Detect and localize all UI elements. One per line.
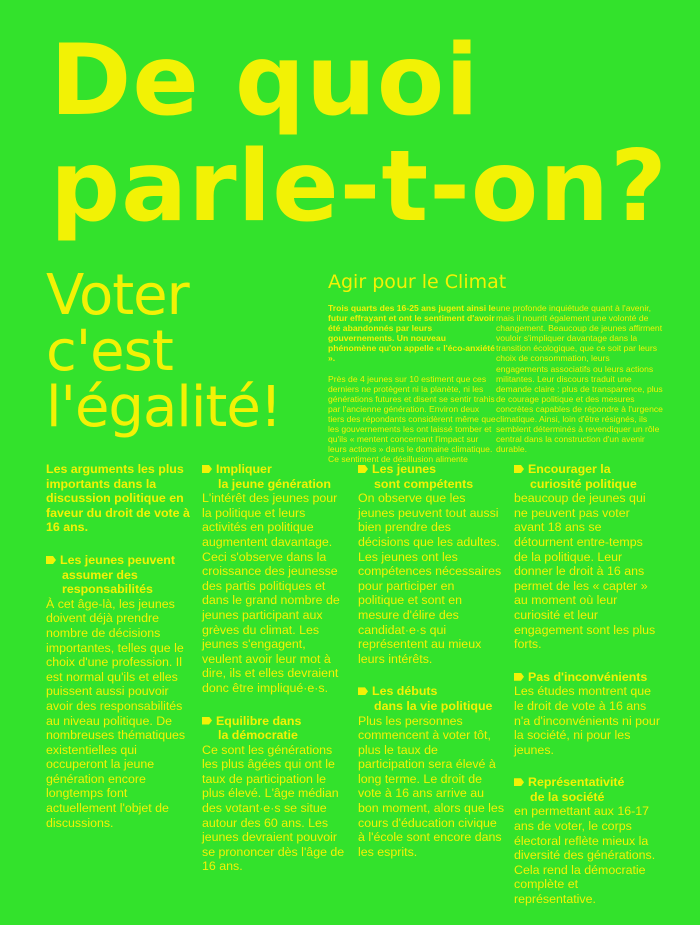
argument-text: On observe que les jeunes peuvent tout aussi bien prendre des décisions que les adultes. Les jeunes ont les compétences nécessaires pour participer en politique et sont en mesure d'élire des candidat·e·s qui représentent au mieux leurs intérêts. <box>358 491 502 666</box>
heading-line: de la société <box>530 789 605 804</box>
argument-heading <box>202 462 348 491</box>
argument-text: Plus les personnes commencent à voter tôt, plus le taux de participation sera élevé à long terme. Le droit de vote à 16 ans arrive au bon moment, alors que les cours d'éducation civique à l'école sont encore dans les esprits. <box>358 713 505 859</box>
flag-icon <box>514 778 524 786</box>
argument-column-4 <box>514 462 660 925</box>
heading-line: Les jeunes <box>372 462 437 476</box>
heading-line: Equilibre dans <box>216 713 302 728</box>
flag-icon <box>202 465 212 473</box>
argument-text: beaucoup de jeunes qui ne peuvent pas voter avant 18 ans se détournent entre-temps de la politique. Leur donner le droit à 16 ans permet de les « capter » au moment où leur curiosité et leur engagement sont les plus forts. <box>514 491 656 652</box>
heading-line: Les jeunes peuvent <box>60 552 175 567</box>
flag-icon <box>202 717 212 725</box>
heading-line: Pas d'inconvénients <box>528 669 648 684</box>
argument-column-3 <box>358 462 504 877</box>
flag-icon <box>46 556 56 564</box>
heading-line: la jeune génération <box>218 476 331 491</box>
argument-text: Les études montrent que le droit de vote à 16 ans n'a d'inconvénients ni pour la société, ni pour les jeunes. <box>514 684 660 757</box>
heading-line: la démocratie <box>218 728 298 743</box>
climate-body-left: Près de 4 jeunes sur 10 estiment que ces derniers ne protègent ni la planète, ni les générations futures et disent se sentir trahis par l'ancienne génération. Environ deux tiers des répondants considèrent même que les gouvernements les ont laissé tomber et qu'ils « mentent concernant l'impact sur leurs actions » dans le domaine climatique. Ce sentiment de désillusion alimente <box>328 373 496 465</box>
flag-icon <box>514 673 524 681</box>
heading-line: Impliquer <box>216 462 272 476</box>
heading-line: dans la vie politique <box>374 698 493 713</box>
argument-heading <box>358 462 504 491</box>
climate-column-left <box>328 303 496 474</box>
argument-heading <box>514 462 660 491</box>
argument-heading <box>358 684 504 713</box>
heading-line: curiosité politique <box>530 476 637 491</box>
page-subtitle: Voter c'est l'égalité! <box>46 263 282 440</box>
flag-icon <box>358 687 368 695</box>
heading-line: Les débuts <box>372 684 438 699</box>
argument-heading <box>202 714 348 743</box>
flag-icon <box>358 465 368 473</box>
heading-line: assumer des responsabilités <box>62 567 153 597</box>
argument-text: en permettant aux 16-17 ans de voter, le corps électoral reflète mieux la diversité des générations. Cela rend la démocratie complète et représentative. <box>514 804 656 907</box>
climate-heading: Agir pour le Climat <box>328 271 507 293</box>
heading-line: sont compétents <box>374 476 474 491</box>
argument-column-2 <box>202 462 348 892</box>
argument-text: À cet âge-là, les jeunes doivent déjà prendre nombre de décisions importantes, telles que le choix d'une profession. Il est normal qu'ils et elles puissent aussi pouvoir avoir des responsabilités au niveau politique. De nombreuses thématiques existentielles qui occuperont la jeune génération encore longtemps font actuellement l'objet de discussions. <box>46 596 186 830</box>
argument-text: L'intérêt des jeunes pour la politique et leurs activités en politique augmentent davantage. Ceci s'observe dans la croissance des jeunesse des partis politiques et dans le grand nombre de jeunes participant aux grèves du climat. Les jeunes s'engagent, veulent avoir leur mot à dire, ils et elles devraient donc être impliqué·e·s. <box>202 491 340 695</box>
heading-line: Représentativité <box>528 775 625 790</box>
argument-heading <box>514 670 660 685</box>
climate-column-right <box>496 303 664 464</box>
page-title: De quoi parle-t-on? <box>50 24 668 244</box>
argument-column-1 <box>46 462 192 848</box>
climate-body-right: une profonde inquiétude quant à l'avenir, mais il nourrit également une volonté de changement. Beaucoup de jeunes affirment vouloir s'impliquer davantage dans la transition écologique, que ce soit par leurs choix de consommation, leurs engagements associatifs ou leurs actions militantes. Leur discours traduit une demande claire : plus de transparence, plus de courage politique et des mesures concrètes capables de répondre à l'urgence climatique. Ainsi, loin d'être résignés, ils semblent déterminés à revendiquer un rôle central dans la construction d'un avenir durable. <box>496 303 663 455</box>
argument-heading <box>46 553 192 597</box>
heading-line: Encourager la <box>528 462 611 476</box>
argument-text: Ce sont les générations les plus âgées qui ont le taux de participation le plus élevé. L'âge médian des votant·e·s se situe autour des 60 ans. Les jeunes devraient pouvoir se prononcer dès l'âge de 16 ans. <box>202 742 345 874</box>
flag-icon <box>514 465 524 473</box>
arguments-intro: Les arguments les plus importants dans la discussion politique en faveur du droit de vote à 16 ans. <box>46 462 190 535</box>
argument-heading <box>514 775 660 804</box>
climate-lead: Trois quarts des 16-25 ans jugent ainsi le futur effrayant et ont le sentiment d'avoir été abandonnés par leurs gouvernements. Un nouveau phénomène qu'on appelle « l'éco-anxiété ». <box>328 303 496 364</box>
